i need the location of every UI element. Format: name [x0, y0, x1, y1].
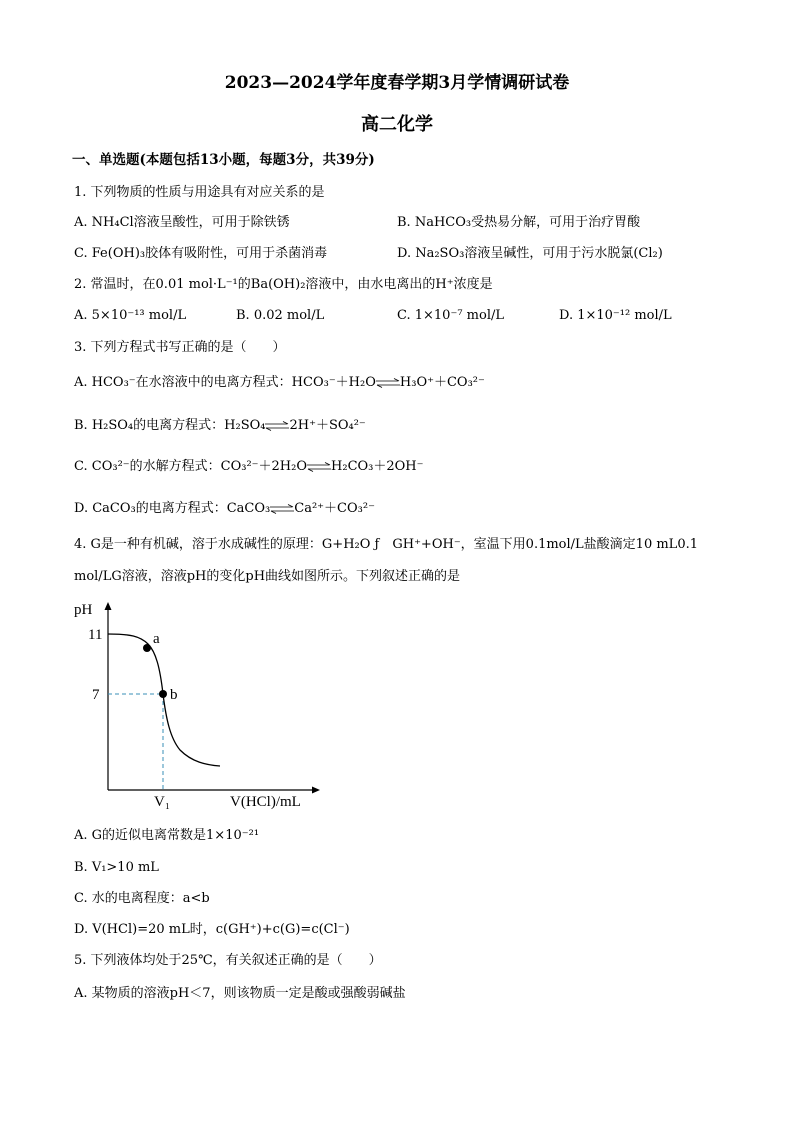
q2-option-a: A. 5×10⁻¹³ mol/L [74, 308, 187, 323]
reversible-arrow-icon [307, 462, 331, 472]
q1-option-a: A. NH₄Cl溶液呈酸性，可用于除铁锈 [74, 215, 290, 230]
q3-d-right: Ca²⁺＋CO₃²⁻ [294, 501, 375, 516]
y-tick-11: 11 [88, 627, 103, 643]
q4-option-b: B. V₁>10 mL [74, 860, 159, 875]
q3-c-right: H₂CO₃＋2OH⁻ [331, 459, 424, 474]
q2-option-b: B. 0.02 mol/L [236, 308, 325, 323]
reversible-arrow-icon [270, 504, 294, 514]
q2-stem: 2. 常温时，在0.01 mol·L⁻¹的Ba(OH)₂溶液中，由水电离出的H⁺浓度是 [74, 277, 493, 292]
q3-option-a [74, 374, 485, 392]
q3-b-left: B. H₂SO₄的电离方程式：H₂SO₄ [74, 418, 266, 433]
reversible-arrow-icon [376, 378, 400, 388]
ph-curve [108, 634, 220, 766]
point-a-label: a [153, 631, 160, 647]
q2-option-c: C. 1×10⁻⁷ mol/L [397, 308, 504, 323]
q1-stem: 1. 下列物质的性质与用途具有对应关系的是 [74, 185, 325, 200]
q3-option-d [74, 500, 375, 518]
q3-option-b [74, 417, 366, 435]
q4-stem-line2: mol/LG溶液，溶液pH的变化pH曲线如图所示。下列叙述正确的是 [74, 569, 461, 584]
titration-curve-graph [68, 600, 328, 815]
point-b-label: b [170, 687, 178, 703]
point-b-marker [159, 690, 167, 698]
page-subtitle: 高二化学 [361, 114, 433, 135]
q1-option-d: D. Na₂SO₃溶液呈碱性，可用于污水脱氯(Cl₂) [397, 246, 663, 261]
q2-option-d: D. 1×10⁻¹² mol/L [559, 308, 672, 323]
q1-option-c: C. Fe(OH)₃胶体有吸附性，可用于杀菌消毒 [74, 246, 328, 261]
x-axis-label: V(HCl)/mL [230, 794, 301, 810]
q3-b-right: 2H⁺＋SO₄²⁻ [289, 418, 366, 433]
y-axis-label: pH [74, 602, 93, 618]
q4-option-c: C. 水的电离程度：a<b [74, 891, 210, 906]
page-title: 2023—2024学年度春学期3月学情调研试卷 [224, 73, 570, 93]
y-axis-arrow-icon [105, 602, 112, 610]
x-tick-v1: V₁ [154, 794, 171, 810]
q3-stem: 3. 下列方程式书写正确的是（ ） [74, 340, 286, 355]
q3-a-right: H₃O⁺＋CO₃²⁻ [399, 375, 485, 390]
y-tick-7: 7 [92, 687, 100, 703]
q4-option-a: A. G的近似电离常数是1×10⁻²¹ [74, 828, 260, 843]
reversible-arrow-icon [265, 421, 289, 431]
q5-stem: 5. 下列液体均处于25℃，有关叙述正确的是（ ） [74, 953, 382, 968]
q4-stem-line1: 4. G是一种有机碱，溶于水成碱性的原理：G+H₂O ƒ GH⁺+OH⁻，室温下用0.1mol/L盐酸滴定10 mL0.1 [74, 537, 698, 552]
q3-d-left: D. CaCO₃的电离方程式：CaCO₃ [74, 501, 271, 516]
q1-option-b: B. NaHCO₃受热易分解，可用于治疗胃酸 [397, 215, 641, 230]
q4-option-d: D. V(HCl)=20 mL时，c(GH⁺)+c(G)=c(Cl⁻) [74, 922, 350, 937]
point-a-marker [143, 644, 151, 652]
q5-option-a: A. 某物质的溶液pH＜7，则该物质一定是酸或强酸弱碱盐 [74, 986, 406, 1001]
x-axis-arrow-icon [312, 787, 320, 794]
q3-c-left: C. CO₃²⁻的水解方程式：CO₃²⁻＋2H₂O [74, 459, 308, 474]
q3-option-c [74, 458, 424, 476]
q3-a-left: A. HCO₃⁻在水溶液中的电离方程式：HCO₃⁻＋H₂O [74, 375, 376, 390]
section-heading: 一、单选题(本题包括13小题，每题3分，共39分) [72, 152, 375, 168]
